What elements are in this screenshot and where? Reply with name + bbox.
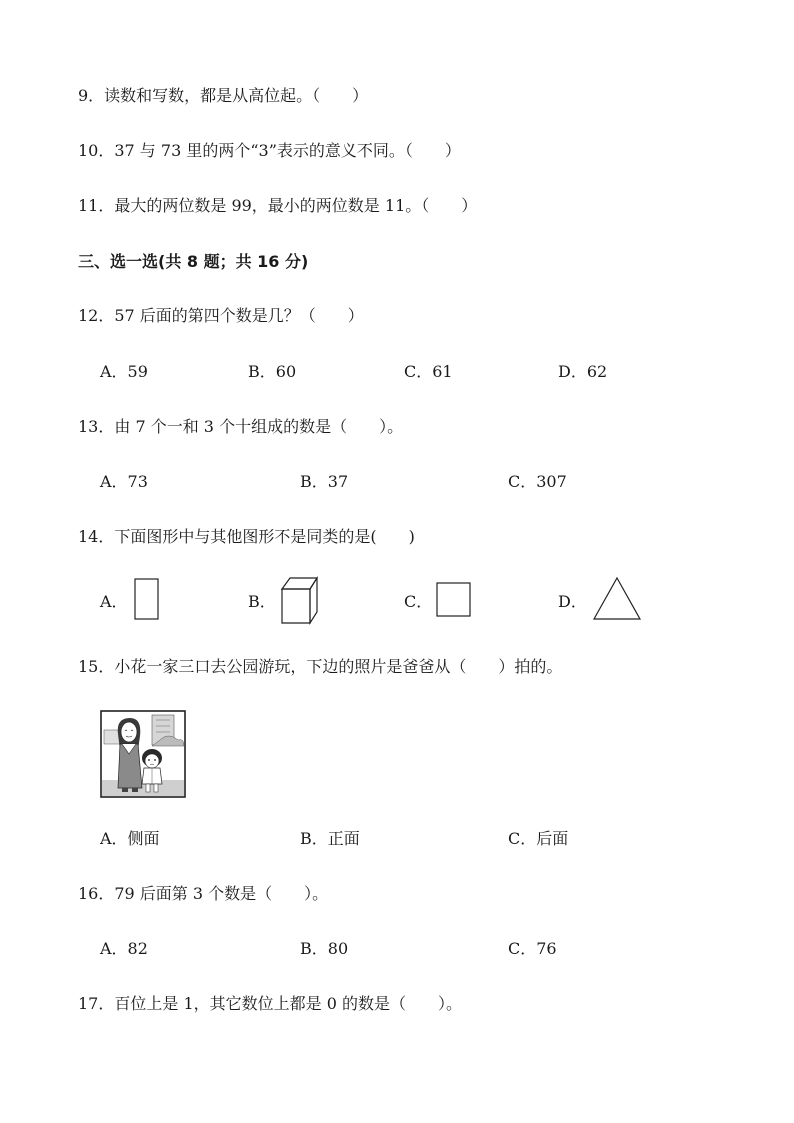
question-11: 11．最大的两位数是 99，最小的两位数是 11。（ ）	[78, 196, 478, 215]
cuboid-icon	[280, 575, 320, 625]
q12-option-c: C．61	[404, 362, 453, 381]
q16-option-b: B．80	[300, 939, 349, 958]
rectangle-icon	[134, 578, 162, 622]
q16-option-a: A．82	[100, 939, 148, 958]
q12-option-d: D．62	[558, 362, 608, 381]
q14-option-b: B．	[248, 592, 276, 611]
q15-option-b: B．正面	[300, 829, 360, 848]
question-15: 15．小花一家三口去公园游玩，下边的照片是爸爸从（ ）拍的。	[78, 657, 563, 676]
q12-option-b: B．60	[248, 362, 297, 381]
question-12: 12．57 后面的第四个数是几？（ ）	[78, 306, 364, 325]
q14-option-d: D．	[558, 592, 587, 611]
q12-option-a: A．59	[100, 362, 148, 381]
question-13: 13．由 7 个一和 3 个十组成的数是（ ）。	[78, 417, 404, 436]
q15-option-c: C．后面	[508, 829, 569, 848]
question-16: 16．79 后面第 3 个数是（ ）。	[78, 884, 329, 903]
section-3-title: 三、选一选(共 8 题；共 16 分)	[78, 252, 309, 271]
q13-option-a: A．73	[100, 472, 148, 491]
q13-option-c: C．307	[508, 472, 567, 491]
q13-option-b: B．37	[300, 472, 349, 491]
square-icon	[436, 582, 474, 620]
triangle-icon	[592, 576, 644, 622]
q14-option-a: A．	[100, 592, 128, 611]
question-10: 10．37 与 73 里的两个“3”表示的意义不同。（ ）	[78, 141, 461, 160]
question-17: 17．百位上是 1，其它数位上都是 0 的数是（ ）。	[78, 994, 462, 1013]
q15-option-a: A．侧面	[100, 829, 160, 848]
question-14: 14．下面图形中与其他图形不是同类的是( )	[78, 527, 415, 546]
family-photo-image	[100, 710, 186, 798]
q16-option-c: C．76	[508, 939, 557, 958]
q14-option-c: C．	[404, 592, 433, 611]
question-9: 9．读数和写数，都是从高位起。（ ）	[78, 86, 369, 105]
